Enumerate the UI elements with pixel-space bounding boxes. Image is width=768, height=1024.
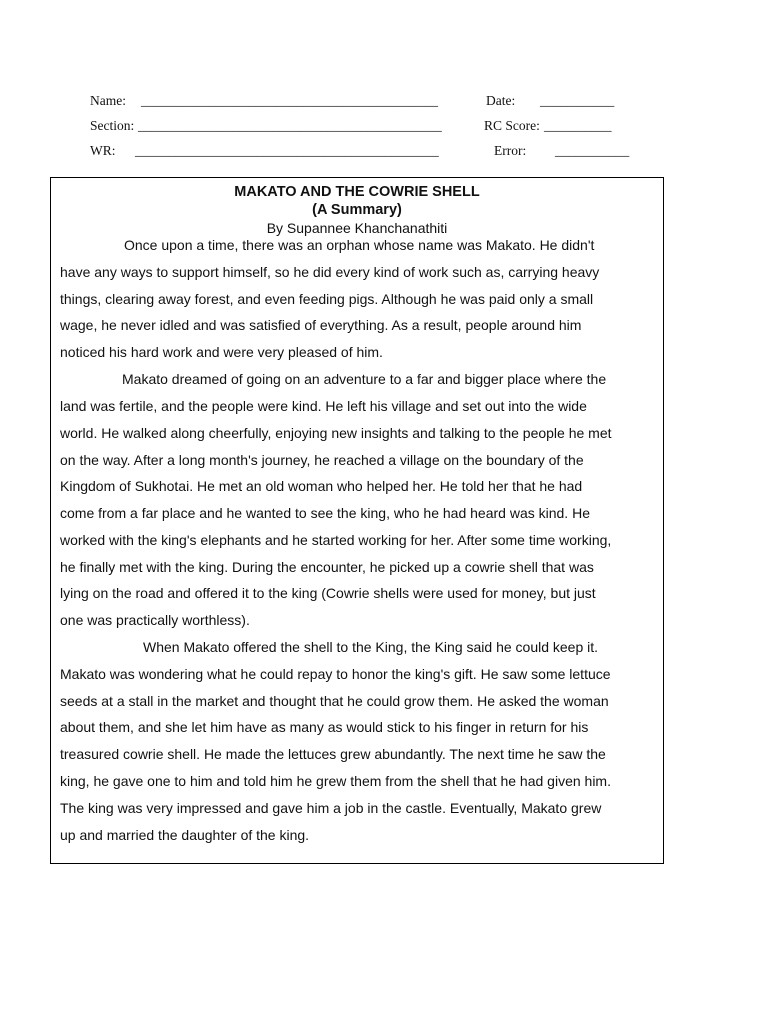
paragraph-line: Once upon a time, there was an orphan whose name was Makato. He didn't [124,237,595,253]
date-field-line: ___________ [540,93,615,108]
paragraph-line: land was fertile, and the people were kind. He left his village and set out into the wide [60,398,587,414]
rc-score-field-line: __________ [544,118,612,133]
rc-score-label: RC Score: [484,118,540,133]
paragraph-line: seeds at a stall in the market and thought that he could grow them. He asked the woman [60,693,609,709]
paragraph-line: king, he gave one to him and told him he grew them from the shell that he had given him. [60,773,611,789]
date-label: Date: [486,93,516,108]
paragraph-line: worked with the king's elephants and he started working for her. After some time working, [60,532,612,548]
paragraph-line: things, clearing away forest, and even feeding pigs. Although he was paid only a small [60,291,594,307]
paragraph-line: Kingdom of Sukhotai. He met an old woman who helped her. He told her that he had [60,478,583,494]
story-box [50,177,664,864]
story-title: MAKATO AND THE COWRIE SHELL [234,184,480,200]
paragraph-line: The king was very impressed and gave him a job in the castle. Eventually, Makato grew [60,800,602,816]
paragraph-line: one was practically worthless). [60,612,250,628]
paragraph-line: have any ways to support himself, so he did every kind of work such as, carrying heavy [60,264,600,280]
paragraph-line: noticed his hard work and were very pleased of him. [60,344,383,360]
paragraph-line: up and married the daughter of the king. [60,827,310,843]
paragraph-line: lying on the road and offered it to the king (Cowrie shells were used for money, but just [60,585,596,601]
wr-label: WR: [90,143,116,158]
paragraph-line: Makato dreamed of going on an adventure to a far and bigger place where the [122,371,607,387]
paragraph-line: world. He walked along cheerfully, enjoying new insights and talking to the people he met [60,425,612,441]
name-field-line: ____________________________________________ [141,93,438,108]
error-label: Error: [494,143,527,158]
paragraph-line: on the way. After a long month's journey, he reached a village on the boundary of the [60,452,584,468]
paragraph-line: When Makato offered the shell to the King, the King said he could keep it. [143,639,599,655]
name-label: Name: [90,93,126,108]
wr-field-line: _____________________________________________ [135,143,439,158]
paragraph-line: wage, he never idled and was satisfied of everything. As a result, people around him [60,317,582,333]
paragraph-line: Makato was wondering what he could repay to honor the king's gift. He saw some lettuce [60,666,611,682]
section-label: Section: [90,118,135,133]
paragraph-line: come from a far place and he wanted to see the king, who he had heard was kind. He [60,505,590,521]
story-subtitle: (A Summary) [312,202,402,218]
error-field-line: ___________ [555,143,630,158]
paragraph-line: he finally met with the king. During the encounter, he picked up a cowrie shell that was [60,559,594,575]
paragraph-line: about them, and she let him have as many as would stick to his finger in return for his [60,719,589,735]
paragraph-line: treasured cowrie shell. He made the lettuces grew abundantly. The next time he saw the [60,746,606,762]
section-field-line: _____________________________________________ [138,118,442,133]
story-byline: By Supannee Khanchanathiti [266,220,448,236]
